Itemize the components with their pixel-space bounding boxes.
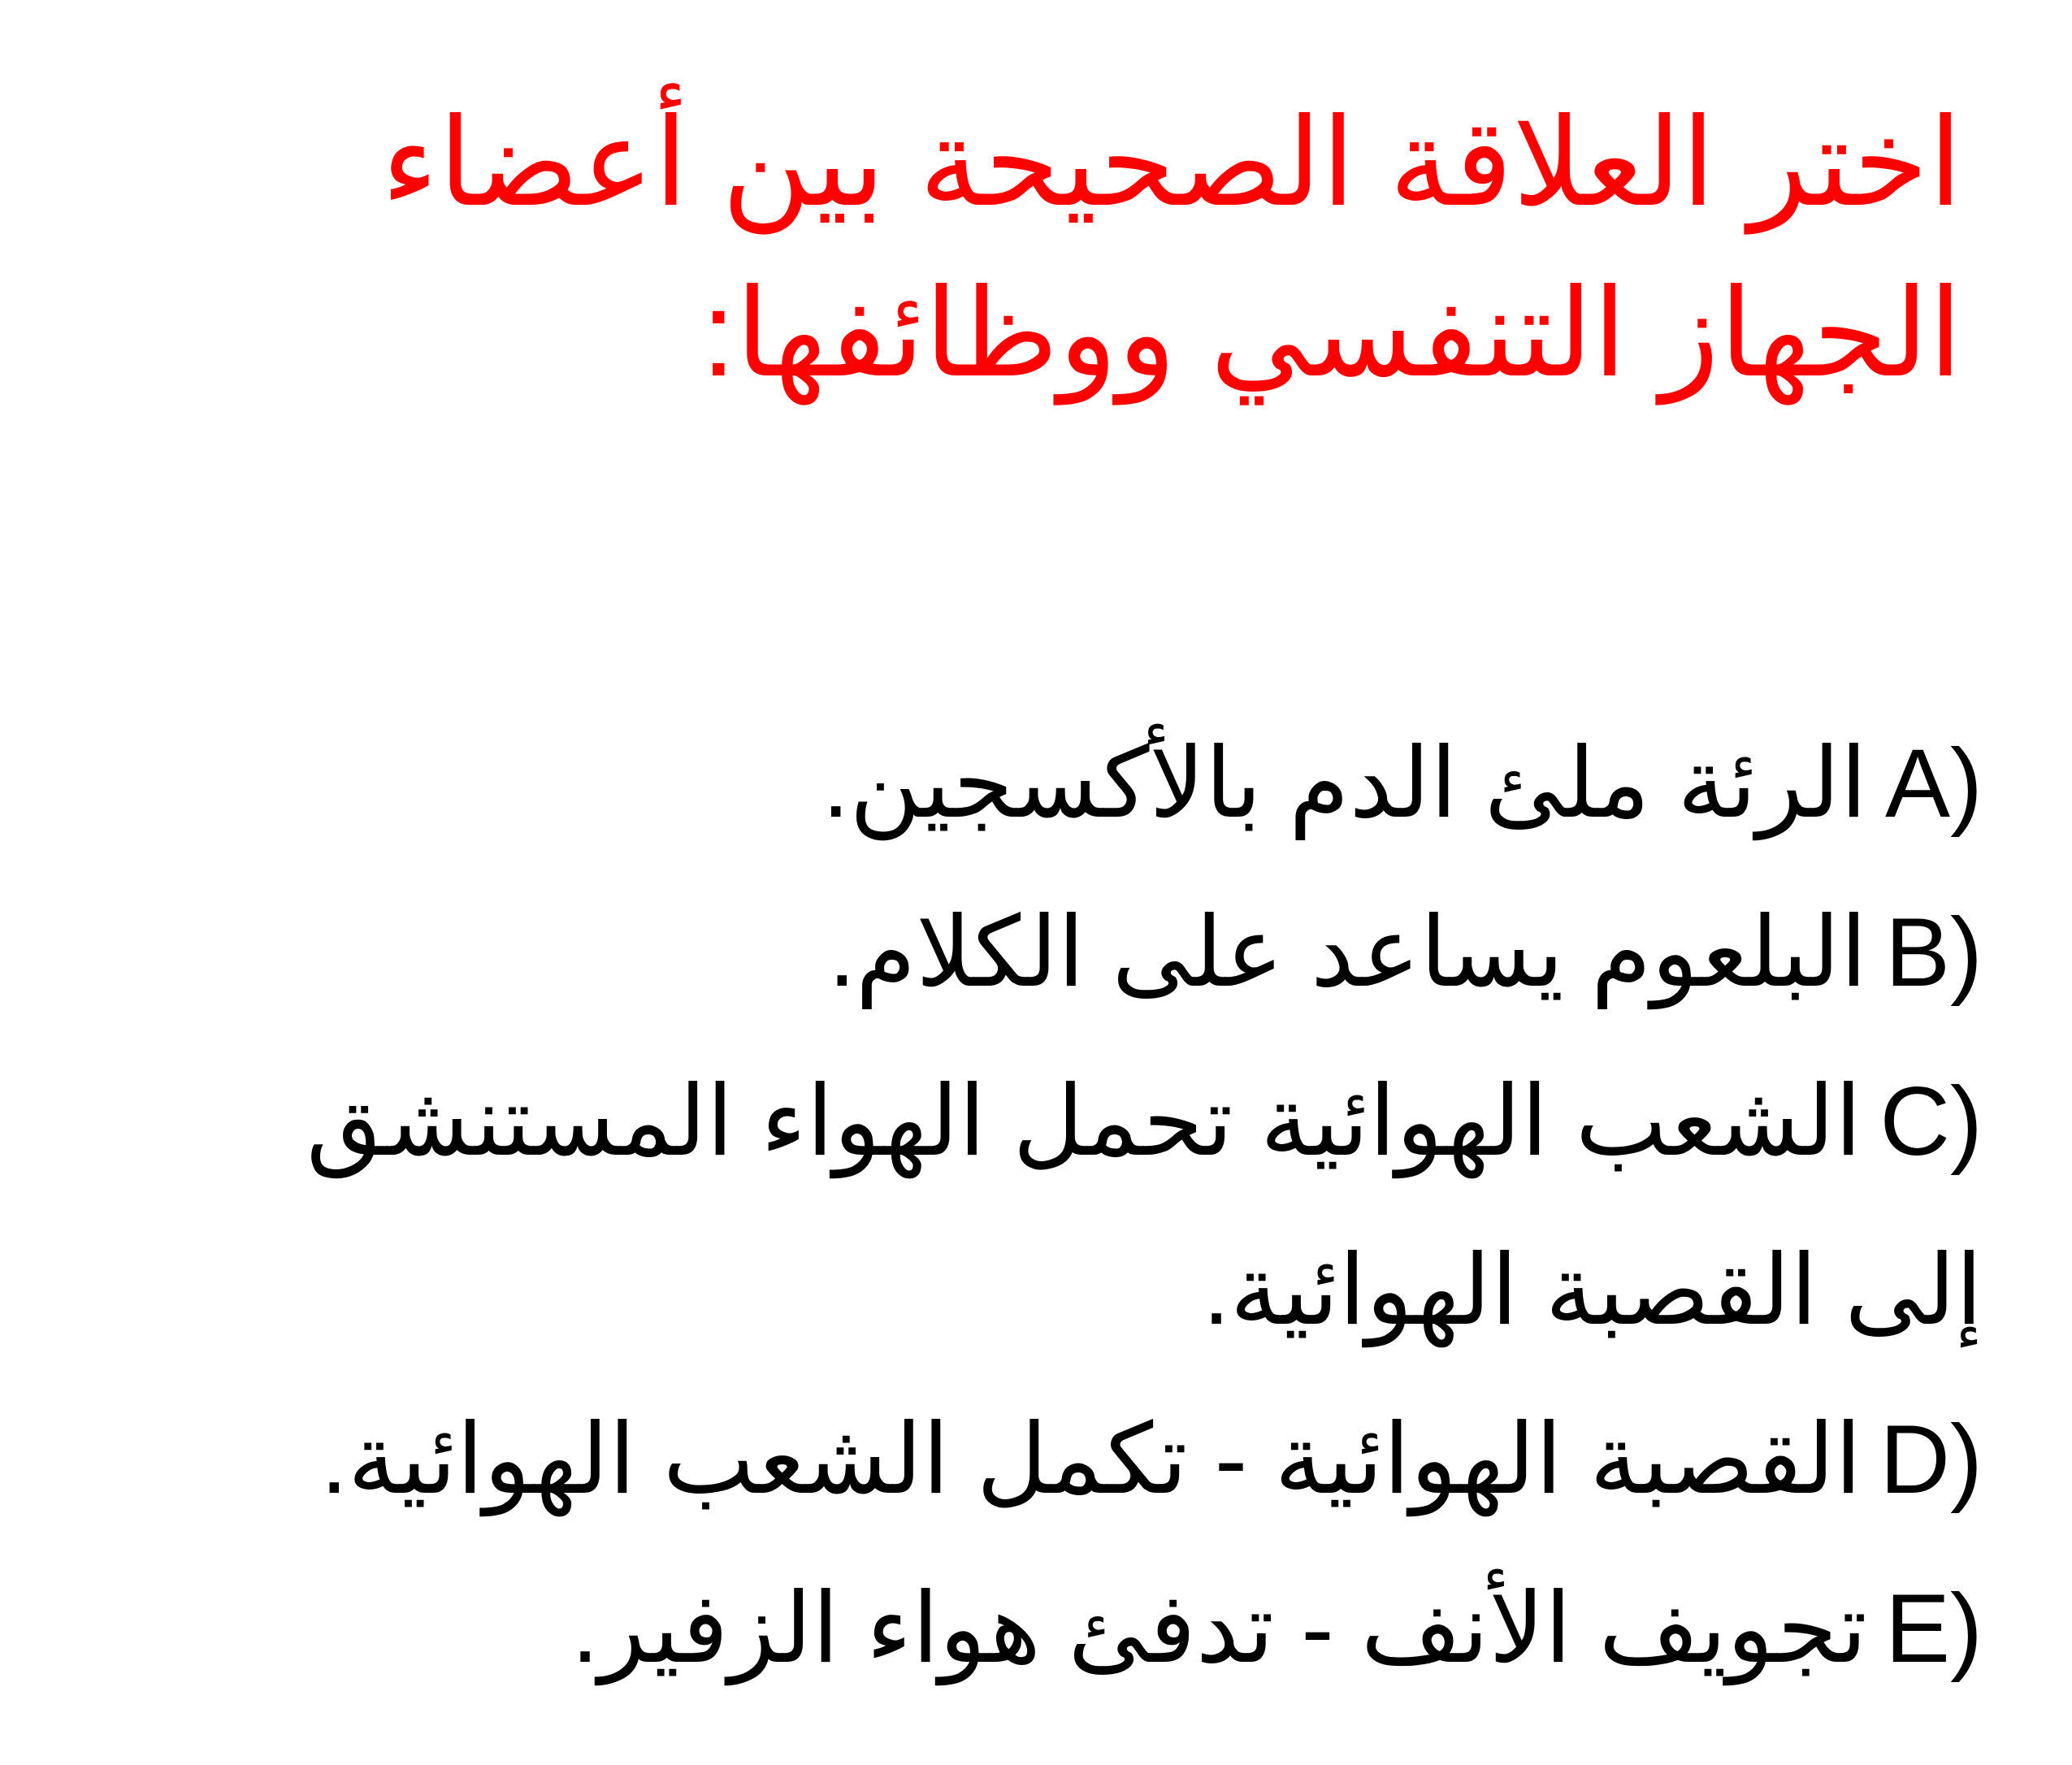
option-e-text: تجويف الأنف - تدفئ هواء الزفير.	[571, 1574, 1867, 1683]
option-a-letter: A)	[1885, 729, 1983, 838]
options-list	[154, 699, 1983, 1713]
option-d	[154, 1375, 1983, 1544]
option-b-text: البلعوم يساعد على الكلام.	[828, 898, 1867, 1007]
option-b-letter: B)	[1885, 898, 1983, 1007]
question-title: اختر العلاقة الصحيحة بين أعضاء الجهاز التنفسي ووظائفها:	[381, 94, 1962, 401]
option-c	[154, 1037, 1983, 1375]
option-c-text: الشعب الهوائية تحمل الهواء المستنشق إلى القصبة الهوائية.	[306, 1067, 1983, 1345]
option-e-letter: E)	[1885, 1574, 1983, 1683]
option-d-text: القصبة الهوائية - تكمل الشعب الهوائية.	[320, 1405, 1862, 1514]
option-a	[154, 699, 1983, 868]
option-d-letter: D)	[1879, 1405, 1983, 1514]
option-e	[154, 1544, 1983, 1713]
option-b	[154, 868, 1983, 1037]
option-c-letter: C)	[1879, 1067, 1983, 1176]
option-a-text: الرئة ملئ الدم بالأكسجين.	[821, 729, 1867, 838]
